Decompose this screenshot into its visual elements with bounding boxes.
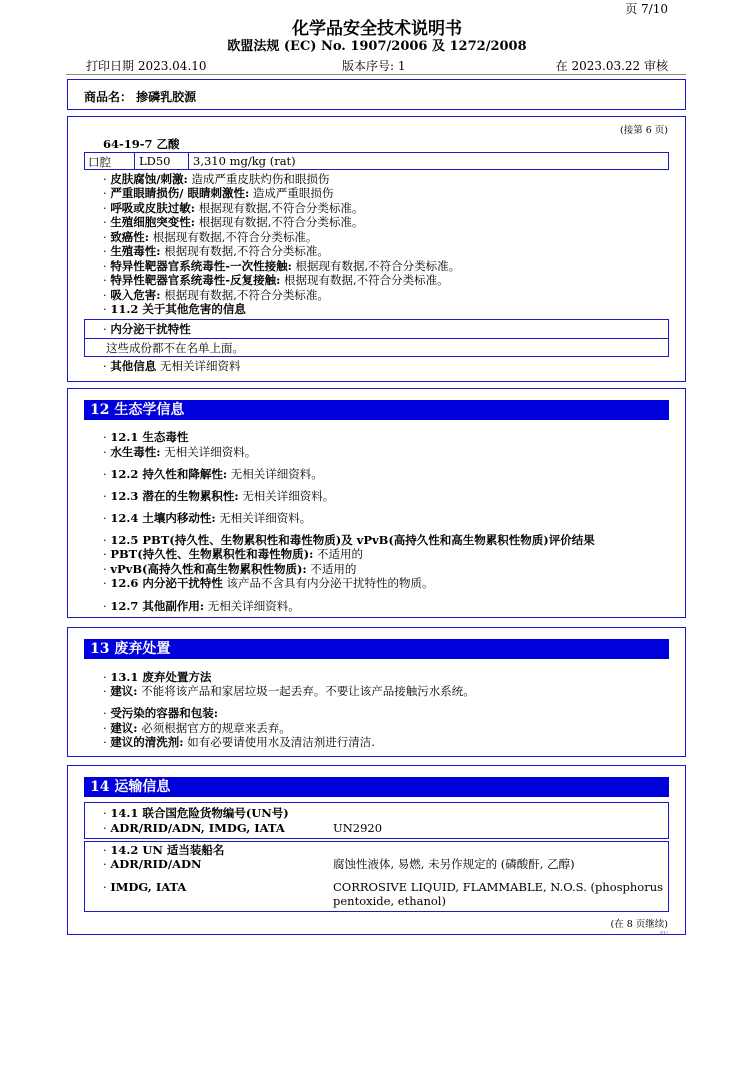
item-value: 根据现有数据,不符合分类标准。 — [160, 244, 329, 258]
disposal-advice — [103, 684, 475, 698]
sensitisation — [103, 201, 363, 215]
item-value: 造成严重眼损伤 — [249, 186, 334, 200]
shipping-name-heading — [103, 843, 224, 857]
item-value: 根据现有数据,不符合分类标准。 — [160, 288, 329, 302]
item-value: 不适用的 — [313, 547, 364, 561]
item-value: 根据现有数据,不符合分类标准。 — [195, 215, 364, 229]
item-key: 内分泌干扰特性 — [110, 322, 191, 336]
section-14-heading: 14 运输信息 — [84, 777, 669, 797]
continued-on-note: (在 8 页继续) — [610, 919, 668, 930]
item-key: 生殖细胞突变性: — [110, 215, 196, 229]
item-key: PBT(持久性、生物累积性和毒性物质): — [110, 547, 314, 561]
un-number-modes — [103, 821, 285, 835]
imdg-shipping-name-line1: CORROSIVE LIQUID, FLAMMABLE, N.O.S. (phosphorus — [333, 880, 664, 894]
review-date: 在 2023.03.22 审核 — [555, 59, 668, 73]
item-key: 建议的清洗剂: — [110, 735, 184, 749]
print-date: 打印日期 2023.04.10 — [86, 59, 207, 73]
item-value: 根据现有数据,不符合分类标准。 — [149, 230, 318, 244]
item-key: 皮肤腐蚀/刺激: — [110, 172, 188, 186]
persistence — [103, 467, 323, 481]
item-value: 无相关详细资料。 — [204, 599, 300, 613]
eu-mark: EU — [660, 931, 668, 937]
version-number: 版本序号: 1 — [342, 59, 406, 73]
adr-mode — [103, 857, 201, 871]
reproductive-toxicity — [103, 244, 329, 258]
item-key: vPvB(高持久性和高生物累积性物质): — [110, 562, 307, 576]
tox-table — [84, 152, 669, 170]
adr-shipping-name: 腐蚀性液体, 易燃, 未另作规定的 (磷酸酐, 乙醇) — [333, 857, 575, 871]
substance-name: 64-19-7 乙酸 — [103, 137, 180, 151]
item-key: ADR/RID/ADN — [110, 857, 202, 871]
endocrine-properties — [103, 576, 433, 590]
item-value: 根据现有数据,不符合分类标准。 — [291, 259, 461, 273]
item-value: 不适用的 — [306, 562, 357, 576]
item-value: 如有必要请使用水及清洁剂进行清洁. — [183, 735, 375, 749]
item-value: 无相关详细资料。 — [160, 445, 257, 459]
item-value: 该产品不含具有内分泌干扰特性的物质。 — [222, 576, 434, 590]
item-key: 11.2 关于其他危害的信息 — [110, 302, 246, 316]
item-value: 无相关详细资料 — [156, 359, 241, 373]
item-key: 12.5 PBT(持久性、生物累积性和毒性物质)及 vPvB(高持久性和高生物累积性物质)评价结果 — [110, 533, 595, 547]
item-key: 建议: — [110, 721, 138, 735]
item-key: 12.6 内分泌干扰特性 — [110, 576, 223, 590]
pbt-result — [103, 547, 363, 561]
soil-mobility — [103, 511, 311, 525]
imdg-shipping-name-line2: pentoxide, ethanol) — [333, 894, 446, 908]
un-number-value: UN2920 — [333, 821, 383, 835]
aspiration-hazard — [103, 288, 329, 302]
item-value: 必须根据官方的规章来丢弃。 — [137, 721, 291, 735]
item-key: 特异性靶器官系统毒性-一次性接触: — [110, 259, 292, 273]
item-key: 12.7 其他副作用: — [110, 599, 205, 613]
pbt-vpvb-heading — [103, 533, 595, 547]
cleaning-agent — [103, 735, 375, 749]
endocrine-heading — [103, 322, 191, 336]
item-value: 无相关详细资料。 — [227, 467, 323, 481]
item-value: 根据现有数据,不符合分类标准。 — [195, 201, 364, 215]
page-number: 页 7/10 — [625, 2, 668, 16]
imdg-mode — [103, 880, 186, 894]
tox-cell-divider — [188, 152, 189, 170]
item-key: 12.3 潜在的生物累积性: — [110, 489, 239, 503]
tox-type: LD50 — [139, 154, 171, 168]
item-value: 无相关详细资料。 — [215, 511, 312, 525]
packaging-advice — [103, 721, 291, 735]
eye-damage — [103, 186, 333, 200]
section-13-heading: 13 废弃处置 — [84, 639, 669, 659]
other-information — [103, 359, 240, 373]
un-number-heading — [103, 806, 289, 820]
ecotoxicity-heading — [103, 430, 188, 444]
endocrine-divider — [84, 338, 669, 339]
item-key: IMDG, IATA — [110, 880, 187, 894]
item-value: 无相关详细资料。 — [238, 489, 335, 503]
carcinogenicity — [103, 230, 317, 244]
item-key: 其他信息 — [110, 359, 157, 373]
tox-route: 口腔 — [88, 155, 111, 169]
item-key: 生殖毒性: — [110, 244, 161, 258]
item-key: 受污染的容器和包装: — [110, 706, 219, 720]
germ-cell-mutagenicity — [103, 215, 363, 229]
section-12-heading: 12 生态学信息 — [84, 400, 669, 420]
product-name: 商品名： 掺磷乳胶源 — [84, 90, 197, 104]
document-title: 化学品安全技术说明书 — [292, 19, 462, 39]
item-key: 12.4 土壤内移动性: — [110, 511, 216, 525]
tox-value: 3,310 mg/kg (rat) — [193, 154, 296, 168]
item-key: 建议: — [110, 684, 138, 698]
stot-single — [103, 259, 460, 273]
item-key: 特异性靶器官系统毒性-反复接触: — [110, 273, 281, 287]
header-divider — [66, 74, 686, 75]
item-key: 14.1 联合国危险货物编号(UN号) — [110, 806, 289, 820]
tox-cell-divider — [134, 152, 135, 170]
disposal-methods-heading — [103, 670, 211, 684]
other-hazards-heading — [103, 302, 246, 316]
item-key: 致癌性: — [110, 230, 150, 244]
item-key: 14.2 UN 适当装船名 — [110, 843, 225, 857]
aquatic-toxicity — [103, 445, 256, 459]
item-key: 吸入危害: — [110, 288, 161, 302]
item-key: 严重眼睛损伤/ 眼睛刺激性: — [110, 186, 250, 200]
item-value: 造成严重皮肤灼伤和眼损伤 — [187, 172, 330, 186]
item-key: ADR/RID/ADN, IMDG, IATA — [110, 821, 285, 835]
item-value: 不能将该产品和家居垃圾一起丢弃。不要让该产品接触污水系统。 — [137, 684, 475, 698]
continued-from-note: (接第 6 页) — [620, 125, 668, 136]
item-key: 12.2 持久性和降解性: — [110, 467, 228, 481]
skin-corrosion — [103, 172, 329, 186]
stot-repeated — [103, 273, 449, 287]
packaging-heading — [103, 706, 218, 720]
item-key: 呼吸或皮肤过敏: — [110, 201, 196, 215]
document-subtitle: 欧盟法规 (EC) No. 1907/2006 及 1272/2008 — [227, 39, 527, 54]
vpvb-result — [103, 562, 356, 576]
item-value: 根据现有数据,不符合分类标准。 — [280, 273, 449, 287]
item-key: 12.1 生态毒性 — [110, 430, 189, 444]
other-adverse-effects — [103, 599, 300, 613]
item-key: 13.1 废弃处置方法 — [110, 670, 212, 684]
bioaccumulation — [103, 489, 334, 503]
item-key: 水生毒性: — [110, 445, 161, 459]
endocrine-text: 这些成份都不在名单上面。 — [106, 341, 244, 355]
